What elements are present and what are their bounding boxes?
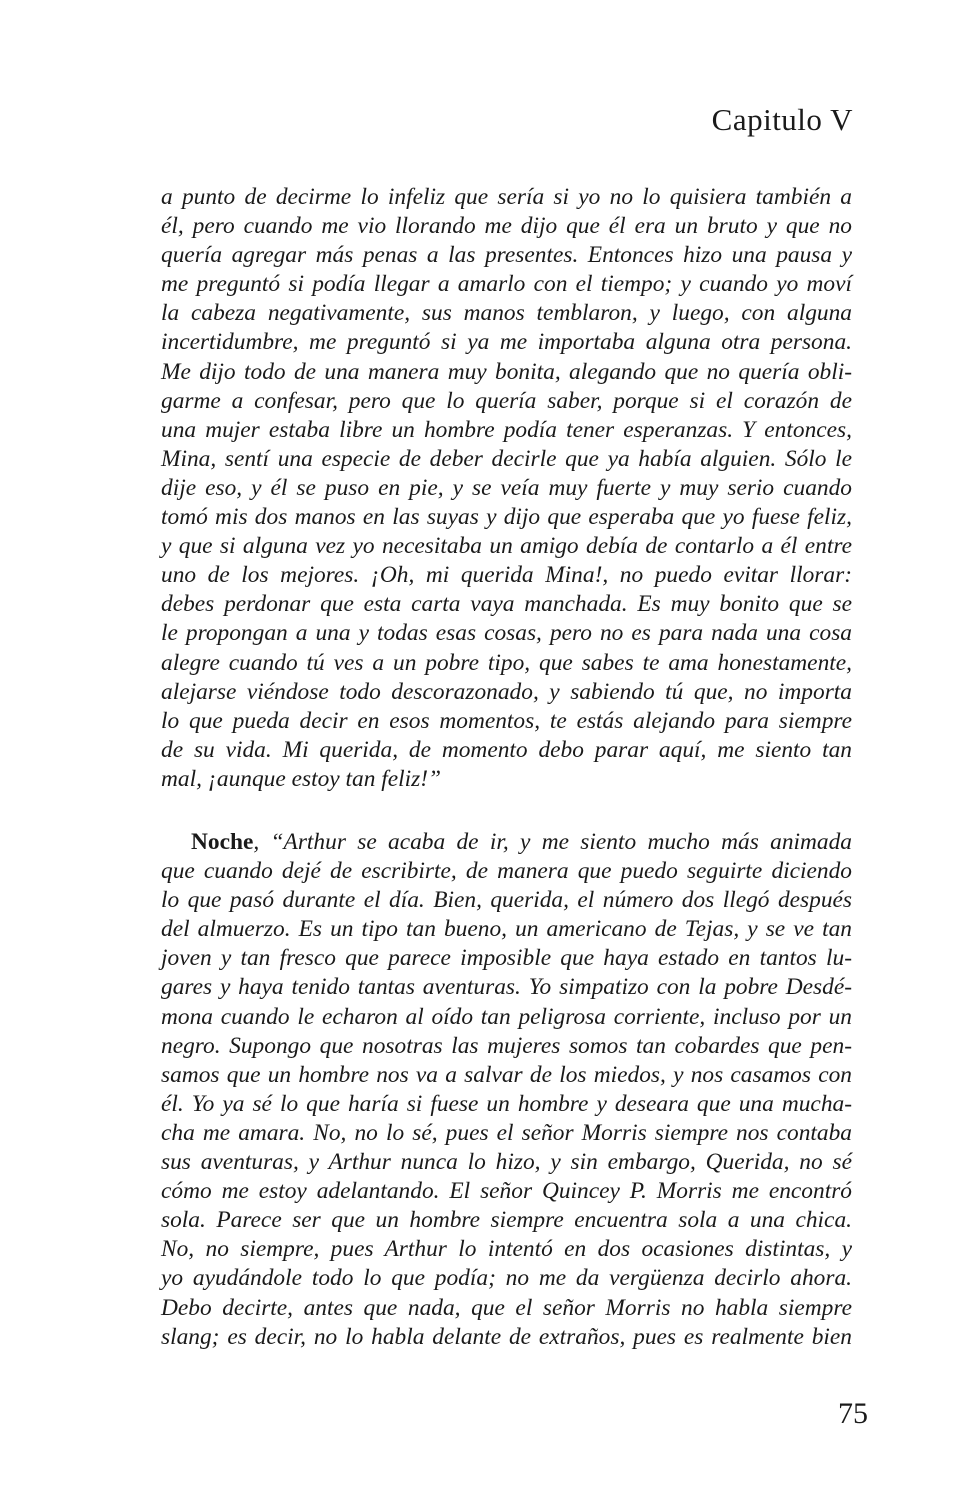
- text-line: incertidumbre, me preguntó si ya me importaba alguna otra persona.: [161, 329, 852, 356]
- text-line: Debo decirte, antes que nada, que el señor Morris no habla siempre: [161, 1294, 852, 1321]
- text-line: de su vida. Mi querida, de momento debo parar aquí, me siento tan: [161, 736, 852, 763]
- text-line: él. Yo ya sé lo que haría si fuese un hombre y deseara que una mucha-: [161, 1090, 852, 1117]
- text-line: cómo me estoy adelantando. El señor Quincey P. Morris me encontró: [161, 1178, 852, 1205]
- text-line: cha me amara. No, no lo sé, pues el señor Morris siempre nos contaba: [161, 1119, 852, 1146]
- text-line: una mujer estaba libre un hombre podía tener esperanzas. Y entonces,: [161, 416, 852, 443]
- text-line: quería agregar más penas a las presentes. Entonces hizo una pausa y: [161, 242, 852, 269]
- section-lead-word: Noche: [191, 829, 254, 855]
- text-line: uno de los mejores. ¡Oh, mi querida Mina!, no puedo evitar llorar:: [161, 562, 852, 589]
- text-line: a punto de decirme lo infeliz que sería si yo no lo quisiera también a: [161, 184, 852, 210]
- text-line: slang; es decir, no lo habla delante de extraños, pues es realmente bien: [161, 1323, 852, 1350]
- text-line: sus aventuras, y Arthur nunca lo hizo, y sin embargo, Querida, no sé: [161, 1149, 852, 1176]
- text-line: samos que un hombre nos va a salvar de los miedos, y nos casamos con: [161, 1061, 852, 1088]
- text-line-first: [161, 828, 852, 857]
- text-line: le propongan a una y todas esas cosas, pero no es para nada una cosa: [161, 620, 852, 647]
- text-line: debes perdonar que esta carta vaya manchada. Es muy bonito que se: [161, 591, 852, 618]
- text-line: negro. Supongo que nosotras las mujeres somos tan cobardes que pen-: [161, 1032, 852, 1059]
- text-line: Me dijo todo de una manera muy bonita, alegando que no quería obli-: [161, 358, 852, 385]
- text-line: él, pero cuando me vio llorando me dijo que él era un bruto y que no: [161, 213, 852, 240]
- text-line: Mina, sentí una especie de deber decirle que ya había alguien. Sólo le: [161, 445, 852, 472]
- text-line: gares y haya tenido tantas aventuras. Yo simpatizo con la pobre Desdé-: [161, 974, 852, 1001]
- text-line: me preguntó si podía llegar a amarlo con el tiempo; y cuando yo moví: [161, 271, 852, 298]
- paragraph-1: [161, 183, 852, 794]
- first-line-text: , “Arthur se acaba de ir, y me siento mucho más animada: [253, 829, 852, 855]
- text-line: lo que pueda decir en esos momentos, te estás alejando para siempre: [161, 707, 852, 734]
- text-line: yo ayudándole todo lo que podía; no me da vergüenza decirlo ahora.: [161, 1265, 852, 1292]
- text-line: y que si alguna vez yo necesitaba un amigo debía de contarlo a él entre: [161, 533, 852, 560]
- text-line: No, no siempre, pues Arthur lo intentó en dos ocasiones distintas, y: [161, 1236, 852, 1263]
- text-line: mona cuando le echaron al oído tan peligrosa corriente, incluso por un: [161, 1003, 852, 1030]
- text-line: dije eso, y él se puso en pie, y se veía muy fuerte y muy serio cuando: [161, 474, 852, 501]
- text-line: del almuerzo. Es un tipo tan bueno, un americano de Tejas, y se ve tan: [161, 916, 852, 943]
- text-line: alejarse viéndose todo descorazonado, y sabiendo tú que, no importa: [161, 678, 852, 705]
- text-line: garme a confesar, pero que lo quería saber, porque si el corazón de: [161, 387, 852, 414]
- text-line: la cabeza negativamente, sus manos temblaron, y luego, con alguna: [161, 300, 852, 327]
- page-number: 75: [838, 1397, 868, 1430]
- text-line: alegre cuando tú ves a un pobre tipo, que sabes te ama honestamente,: [161, 649, 852, 676]
- paragraph-2: [161, 828, 852, 1352]
- chapter-running-head: Capitulo V: [711, 102, 853, 137]
- text-line: que cuando dejé de escribirte, de manera que puedo seguirte diciendo: [161, 858, 852, 885]
- text-line: tomó mis dos manos en las suyas y dijo que esperaba que yo fuese feliz,: [161, 504, 852, 531]
- text-line: sola. Parece ser que un hombre siempre encuentra sola a una chica.: [161, 1207, 852, 1234]
- text-line: lo que pasó durante el día. Bien, querida, el número dos llegó después: [161, 887, 852, 914]
- text-line: mal, ¡aunque estoy tan feliz!”: [161, 765, 442, 792]
- text-line: joven y tan fresco que parece imposible que haya estado en tantos lu-: [161, 945, 852, 972]
